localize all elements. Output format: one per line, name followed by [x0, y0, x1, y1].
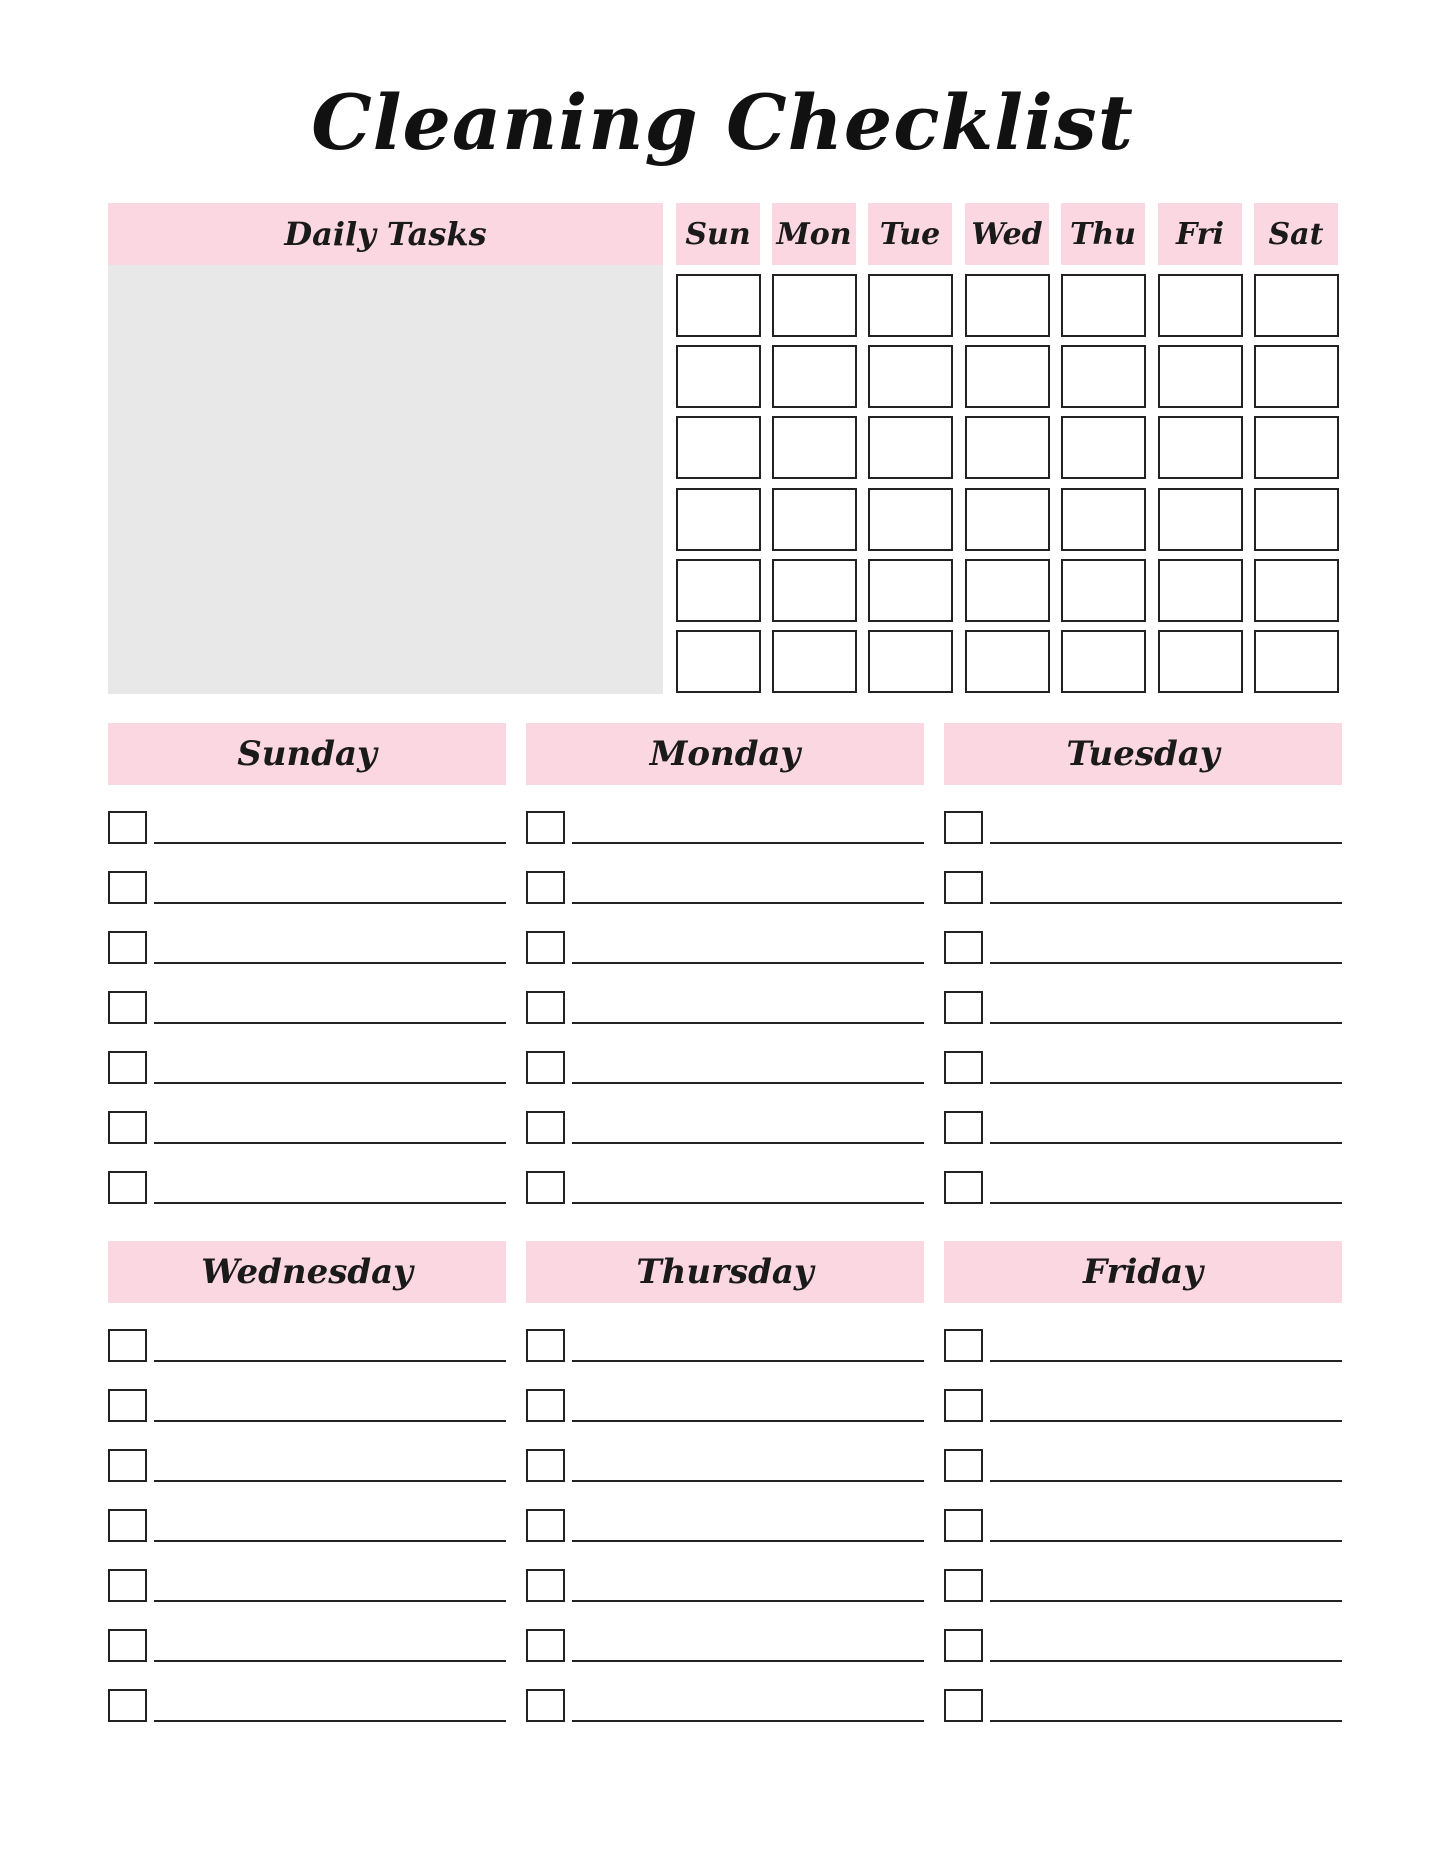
tuesday-task-line-7[interactable]: [990, 1202, 1342, 1204]
tuesday-task-checkbox-4[interactable]: [944, 991, 983, 1024]
thursday-task-checkbox-3[interactable]: [526, 1449, 565, 1482]
thursday-task-checkbox-5[interactable]: [526, 1569, 565, 1602]
monday-task-checkbox-1[interactable]: [526, 811, 565, 844]
daily-checkbox-sat-3[interactable]: [1254, 416, 1339, 479]
sunday-task-checkbox-6[interactable]: [108, 1111, 147, 1144]
daily-checkbox-sun-4[interactable]: [676, 488, 761, 551]
daily-checkbox-thu-3[interactable]: [1061, 416, 1146, 479]
friday-task-checkbox-7[interactable]: [944, 1689, 983, 1722]
daily-checkbox-mon-5[interactable]: [772, 559, 857, 622]
day-header-tue: Tue: [868, 203, 952, 265]
sunday-task-checkbox-5[interactable]: [108, 1051, 147, 1084]
wednesday-task-checkbox-5[interactable]: [108, 1569, 147, 1602]
daily-checkbox-wed-4[interactable]: [965, 488, 1050, 551]
friday-task-checkbox-6[interactable]: [944, 1629, 983, 1662]
sunday-task-line-4[interactable]: [154, 1022, 506, 1024]
daily-checkbox-sun-3[interactable]: [676, 416, 761, 479]
monday-task-checkbox-2[interactable]: [526, 871, 565, 904]
daily-checkbox-thu-6[interactable]: [1061, 630, 1146, 693]
day-header-wed: Wed: [965, 203, 1049, 265]
daily-checkbox-wed-6[interactable]: [965, 630, 1050, 693]
tuesday-task-checkbox-5[interactable]: [944, 1051, 983, 1084]
daily-checkbox-fri-4[interactable]: [1158, 488, 1243, 551]
tuesday-task-checkbox-2[interactable]: [944, 871, 983, 904]
thursday-task-checkbox-1[interactable]: [526, 1329, 565, 1362]
friday-task-line-6[interactable]: [990, 1660, 1342, 1662]
daily-checkbox-tue-6[interactable]: [868, 630, 953, 693]
wednesday-task-checkbox-7[interactable]: [108, 1689, 147, 1722]
monday-task-line-3[interactable]: [572, 962, 924, 964]
friday-task-line-3[interactable]: [990, 1480, 1342, 1482]
thursday-task-checkbox-7[interactable]: [526, 1689, 565, 1722]
sunday-task-checkbox-4[interactable]: [108, 991, 147, 1024]
thursday-task-line-1[interactable]: [572, 1360, 924, 1362]
monday-task-line-2[interactable]: [572, 902, 924, 904]
monday-task-line-5[interactable]: [572, 1082, 924, 1084]
wednesday-task-line-7[interactable]: [154, 1720, 506, 1722]
daily-checkbox-tue-1[interactable]: [868, 274, 953, 337]
friday-task-checkbox-2[interactable]: [944, 1389, 983, 1422]
sunday-task-line-3[interactable]: [154, 962, 506, 964]
friday-task-checkbox-1[interactable]: [944, 1329, 983, 1362]
daily-checkbox-tue-4[interactable]: [868, 488, 953, 551]
thursday-task-line-6[interactable]: [572, 1660, 924, 1662]
sunday-task-line-2[interactable]: [154, 902, 506, 904]
wednesday-task-line-2[interactable]: [154, 1420, 506, 1422]
friday-task-line-5[interactable]: [990, 1600, 1342, 1602]
friday-task-line-1[interactable]: [990, 1360, 1342, 1362]
tuesday-task-line-6[interactable]: [990, 1142, 1342, 1144]
daily-tasks-area[interactable]: [108, 265, 663, 694]
thursday-task-line-2[interactable]: [572, 1420, 924, 1422]
daily-checkbox-tue-3[interactable]: [868, 416, 953, 479]
thursday-task-line-5[interactable]: [572, 1600, 924, 1602]
monday-task-checkbox-4[interactable]: [526, 991, 565, 1024]
daily-checkbox-sat-6[interactable]: [1254, 630, 1339, 693]
tuesday-task-checkbox-7[interactable]: [944, 1171, 983, 1204]
monday-task-checkbox-6[interactable]: [526, 1111, 565, 1144]
section-header-wednesday: Wednesday: [108, 1241, 506, 1303]
sunday-task-line-7[interactable]: [154, 1202, 506, 1204]
thursday-task-checkbox-6[interactable]: [526, 1629, 565, 1662]
page-title: Cleaning Checklist: [311, 78, 1134, 167]
monday-task-line-1[interactable]: [572, 842, 924, 844]
daily-checkbox-fri-6[interactable]: [1158, 630, 1243, 693]
daily-checkbox-wed-1[interactable]: [965, 274, 1050, 337]
tuesday-task-line-4[interactable]: [990, 1022, 1342, 1024]
sunday-task-line-1[interactable]: [154, 842, 506, 844]
wednesday-task-checkbox-4[interactable]: [108, 1509, 147, 1542]
daily-checkbox-sat-1[interactable]: [1254, 274, 1339, 337]
tuesday-task-line-1[interactable]: [990, 842, 1342, 844]
sunday-task-checkbox-2[interactable]: [108, 871, 147, 904]
daily-checkbox-fri-3[interactable]: [1158, 416, 1243, 479]
friday-task-checkbox-3[interactable]: [944, 1449, 983, 1482]
thursday-task-checkbox-2[interactable]: [526, 1389, 565, 1422]
tuesday-task-line-3[interactable]: [990, 962, 1342, 964]
daily-checkbox-thu-4[interactable]: [1061, 488, 1146, 551]
daily-checkbox-sat-5[interactable]: [1254, 559, 1339, 622]
day-header-sat: Sat: [1254, 203, 1338, 265]
daily-checkbox-mon-6[interactable]: [772, 630, 857, 693]
wednesday-task-checkbox-1[interactable]: [108, 1329, 147, 1362]
tuesday-task-line-5[interactable]: [990, 1082, 1342, 1084]
sunday-task-line-6[interactable]: [154, 1142, 506, 1144]
day-header-thu: Thu: [1061, 203, 1145, 265]
tuesday-task-checkbox-6[interactable]: [944, 1111, 983, 1144]
daily-checkbox-mon-4[interactable]: [772, 488, 857, 551]
thursday-task-line-3[interactable]: [572, 1480, 924, 1482]
wednesday-task-checkbox-6[interactable]: [108, 1629, 147, 1662]
wednesday-task-line-4[interactable]: [154, 1540, 506, 1542]
daily-checkbox-wed-3[interactable]: [965, 416, 1050, 479]
thursday-task-checkbox-4[interactable]: [526, 1509, 565, 1542]
day-header-mon: Mon: [772, 203, 856, 265]
sunday-task-line-5[interactable]: [154, 1082, 506, 1084]
monday-task-checkbox-3[interactable]: [526, 931, 565, 964]
daily-checkbox-sat-2[interactable]: [1254, 345, 1339, 408]
thursday-task-line-4[interactable]: [572, 1540, 924, 1542]
section-header-tuesday: Tuesday: [944, 723, 1342, 785]
monday-task-line-6[interactable]: [572, 1142, 924, 1144]
friday-task-line-4[interactable]: [990, 1540, 1342, 1542]
wednesday-task-line-5[interactable]: [154, 1600, 506, 1602]
daily-checkbox-sun-1[interactable]: [676, 274, 761, 337]
daily-checkbox-fri-2[interactable]: [1158, 345, 1243, 408]
daily-checkbox-thu-1[interactable]: [1061, 274, 1146, 337]
monday-task-line-7[interactable]: [572, 1202, 924, 1204]
daily-checkbox-thu-5[interactable]: [1061, 559, 1146, 622]
wednesday-task-line-3[interactable]: [154, 1480, 506, 1482]
friday-task-checkbox-5[interactable]: [944, 1569, 983, 1602]
monday-task-checkbox-7[interactable]: [526, 1171, 565, 1204]
daily-checkbox-mon-1[interactable]: [772, 274, 857, 337]
daily-checkbox-sun-5[interactable]: [676, 559, 761, 622]
section-header-thursday: Thursday: [526, 1241, 924, 1303]
tuesday-task-checkbox-1[interactable]: [944, 811, 983, 844]
wednesday-task-checkbox-3[interactable]: [108, 1449, 147, 1482]
daily-checkbox-wed-2[interactable]: [965, 345, 1050, 408]
wednesday-task-line-6[interactable]: [154, 1660, 506, 1662]
day-header-fri: Fri: [1158, 203, 1242, 265]
daily-tasks-header: Daily Tasks: [108, 203, 663, 265]
wednesday-task-checkbox-2[interactable]: [108, 1389, 147, 1422]
section-header-sunday: Sunday: [108, 723, 506, 785]
daily-checkbox-sun-6[interactable]: [676, 630, 761, 693]
friday-task-checkbox-4[interactable]: [944, 1509, 983, 1542]
monday-task-checkbox-5[interactable]: [526, 1051, 565, 1084]
daily-checkbox-fri-5[interactable]: [1158, 559, 1243, 622]
sunday-task-checkbox-7[interactable]: [108, 1171, 147, 1204]
friday-task-line-2[interactable]: [990, 1420, 1342, 1422]
daily-checkbox-sat-4[interactable]: [1254, 488, 1339, 551]
daily-checkbox-fri-1[interactable]: [1158, 274, 1243, 337]
daily-checkbox-mon-3[interactable]: [772, 416, 857, 479]
daily-checkbox-thu-2[interactable]: [1061, 345, 1146, 408]
day-header-sun: Sun: [676, 203, 760, 265]
daily-checkbox-mon-2[interactable]: [772, 345, 857, 408]
thursday-task-line-7[interactable]: [572, 1720, 924, 1722]
section-header-friday: Friday: [944, 1241, 1342, 1303]
daily-checkbox-sun-2[interactable]: [676, 345, 761, 408]
tuesday-task-line-2[interactable]: [990, 902, 1342, 904]
section-header-monday: Monday: [526, 723, 924, 785]
tuesday-task-checkbox-3[interactable]: [944, 931, 983, 964]
sunday-task-checkbox-3[interactable]: [108, 931, 147, 964]
wednesday-task-line-1[interactable]: [154, 1360, 506, 1362]
sunday-task-checkbox-1[interactable]: [108, 811, 147, 844]
friday-task-line-7[interactable]: [990, 1720, 1342, 1722]
daily-checkbox-tue-2[interactable]: [868, 345, 953, 408]
monday-task-line-4[interactable]: [572, 1022, 924, 1024]
daily-checkbox-wed-5[interactable]: [965, 559, 1050, 622]
daily-checkbox-tue-5[interactable]: [868, 559, 953, 622]
